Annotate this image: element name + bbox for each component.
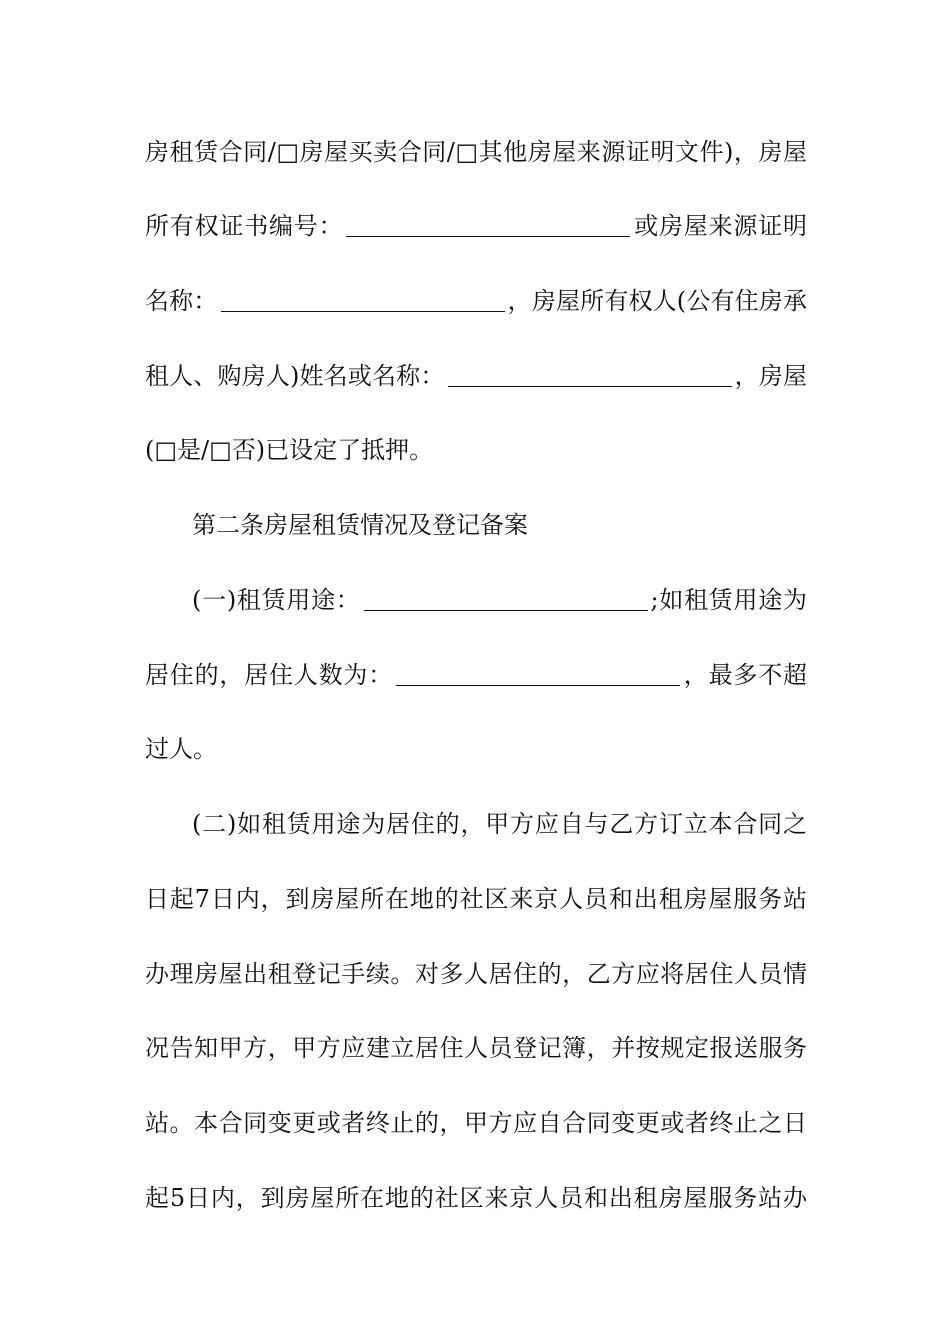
- heading-text: 第二条房屋租赁情况及登记备案: [192, 511, 528, 539]
- fill-in-blank: [396, 661, 680, 686]
- paragraph-line: [145, 356, 807, 396]
- line-text: 办理房屋出租登记手续。对多人居住的，乙方应将居住人员情: [145, 960, 807, 988]
- line-text: (二)如租赁用途为居住的，甲方应自与乙方订立本合同之: [192, 810, 807, 838]
- paragraph-line: [145, 1028, 807, 1068]
- fill-in-blank: [364, 586, 648, 611]
- line-text: 起5日内，到房屋所在地的社区来京人员和出租房屋服务站办: [145, 1184, 807, 1212]
- line-text: 况告知甲方，甲方应建立居住人员登记簿，并按规定报送服务: [145, 1034, 807, 1062]
- line-text: 房租赁合同/□房屋买卖合同/□其他房屋来源证明文件)，房屋: [145, 138, 807, 166]
- paragraph-line: [145, 281, 807, 321]
- paragraph-line: [145, 954, 807, 994]
- fill-in-blank: [448, 362, 732, 387]
- paragraph-line: [145, 655, 807, 695]
- paragraph-line: [145, 132, 807, 172]
- paragraph-line: [145, 430, 807, 470]
- line-text: 居住的，居住人数为：: [145, 661, 393, 689]
- line-text: 站。本合同变更或者终止的，甲方应自合同变更或者终止之日: [145, 1109, 807, 1137]
- line-text: ，房屋所有权人(公有住房承: [507, 287, 807, 315]
- paragraph-line: [192, 804, 807, 844]
- paragraph-line: [145, 879, 807, 919]
- line-text: 或房屋来源证明: [633, 212, 808, 240]
- line-text: 日起7日内，到房屋所在地的社区来京人员和出租房屋服务站: [145, 885, 807, 913]
- fill-in-blank: [346, 212, 630, 237]
- paragraph-line: [145, 1178, 807, 1218]
- line-text: (□是/□否)已设定了抵押。: [145, 436, 434, 464]
- line-text: ，最多不超: [683, 661, 807, 689]
- paragraph-line: [192, 580, 807, 620]
- paragraph-line: [145, 206, 807, 246]
- line-text: ，房屋: [734, 362, 807, 390]
- line-text: 租人、购房人)姓名或名称：: [145, 362, 445, 390]
- line-text: ;如租赁用途为: [650, 586, 807, 614]
- paragraph-line: [145, 729, 807, 769]
- line-text: 所有权证书编号：: [145, 212, 344, 240]
- section-heading: [192, 505, 807, 545]
- line-text: (一)租赁用途：: [192, 586, 361, 614]
- line-text: 过人。: [145, 735, 217, 763]
- line-text: 名称：: [145, 287, 218, 315]
- paragraph-line: [145, 1103, 807, 1143]
- fill-in-blank: [221, 287, 505, 312]
